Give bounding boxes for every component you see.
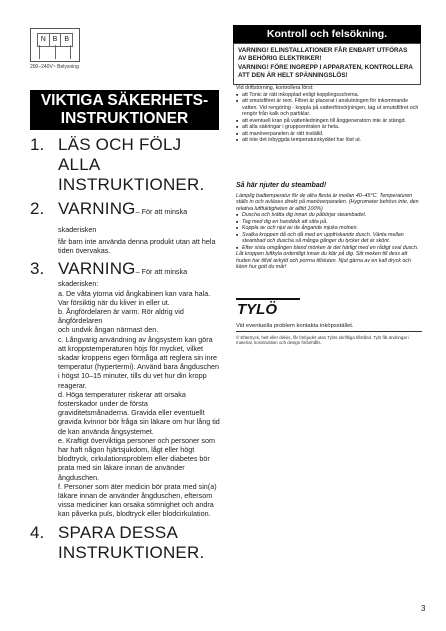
terminal-b1: B bbox=[50, 34, 62, 46]
steam-tip: ■ Koppla av och njut av de ångande mjuka molnen. bbox=[236, 225, 422, 232]
tylo-logo bbox=[236, 297, 300, 322]
warning-box bbox=[233, 43, 421, 85]
steam-intro: Lämplig badtemperatur för de allra flesta är mellan 40–45°C. Temperaturen ställs in och avläses direkt på manöverpanelen. (Hygrometer behövs inte, den relativa luftfuktigheten är alltid 100%) bbox=[236, 192, 419, 212]
warning-electrician: VARNING! ELINSTALLATIONER FÅR ENBART UTFÖRAS AV BEHÖRIG ELEKTRIKER! bbox=[238, 47, 408, 62]
svg-text:TYLÖ: TYLÖ bbox=[237, 301, 277, 317]
warning-voltage: VARNING! FÖRE INGREPP I APPARATEN, KONTROLLERA ATT DEN ÄR HELT SPÄNNINGSLÖS! bbox=[238, 64, 413, 79]
check-item: ■ att Tonic är rätt inkopplad enligt kopplingsschema. bbox=[236, 92, 422, 99]
wiring-caption: 200–240V~ Belysning bbox=[30, 64, 79, 70]
instruction-1: 1. LÄS OCH FÖLJ ALLA INSTRUKTIONER. bbox=[30, 135, 205, 194]
steam-tip: ■ Svalka kroppen då och då med en uppfriskande dusch. Vänta mellan steambad och duscha så många gånger du tycker det är skönt. bbox=[236, 232, 422, 245]
checks-intro: Vid driftstörning, kontrollera först: bbox=[236, 85, 314, 91]
wiring-diagram bbox=[30, 28, 80, 70]
steam-outro: Låt kroppen luftkyla ordentligt innan du klär på dig. Sitt meken till dess att huden har tillvit avkyld och porrna tillsluten. Njut gärna av en kall dryck och känn hur gott du mår! bbox=[236, 251, 411, 270]
page-number: 3 bbox=[421, 604, 426, 613]
check-item: ■ att eventuell kran på vattenledningen till ånggeneratorn inte är stängd. bbox=[236, 118, 422, 125]
steam-tip: ■ Duscha och tvätta dig innan du påbörjar steambadet. bbox=[236, 212, 422, 219]
tylo-logo-graphic bbox=[236, 297, 300, 317]
instruction-3: 3. VARNING– För att minska skaderisken: a. De våta ytorna vid ångkabinen kan vara hala. Var försiktig när du kliver in eller ut. b. Ångfördelaren är varm. Rör aldrig vid ångfördelaren och undvik ångan närmast den. c. Långvarig användning av ångsystem kan göra att kroppstemperaturen höjs för mycket, vilket skadar kroppens egen förmåga att reglera sin inre temperatur (hypertermi). Använd bara ångduschen i högst 10–15 minuter, tills du vet hur din kropp reagerar. d. Höga temperaturer riskerar att orsaka fosterskador under de första graviditetsmånaderna. Gravida eller eventuellt gravida kvinnor bör fråga sin läkare om hur lång tid de kan använda ångsystemet. e. Kraftigt överviktiga personer och personer som har haft någon hjärtsjukdom, lågt eller högt blodtryck, cirkulationsproblem eller diabetes bör prata med sin läkare innan de använder ångduschen. f. Personer som äter medicin bör prata med sin(a) läkare innan de använder ångduschen, eftersom vissa mediciner kan orsaka sömnighet och andra kan påverka puls, blodtryck eller blodcirkulation. bbox=[30, 259, 220, 519]
fault-checklist bbox=[236, 85, 422, 144]
terminal-b2: B bbox=[64, 36, 70, 43]
check-item: ■ att alla säkringar i gruppcentralen är hela. bbox=[236, 124, 422, 131]
copyright-footer: © Eftertryck, helt eller delvis, får förbjudet utan Tylös skriftliga tillstånd. Tylö fåt ändringar i material, konstruktion och design förbehålls. bbox=[236, 335, 410, 346]
check-item: ■ att inte det inbyggda temperaturskyddet har löst ut. bbox=[236, 137, 422, 144]
safety-heading: VIKTIGA SÄKERHETS- INSTRUKTIONER bbox=[30, 90, 219, 130]
instruction-4: 4. SPARA DESSA INSTRUKTIONER. bbox=[30, 522, 205, 562]
instruction-2: 2. VARNING– För att minska skaderisken får barn inte använda denna produkt utan att hela tiden övervakas. bbox=[30, 199, 216, 256]
check-item: ■ att smutsfiltret är rent. Filtret är placerat i anslutningen för inkommande vatten. Vid rengöring - koppla på vattenförsörjningen, tag ut smutsfiltret och rengör från kalk och partiklar. bbox=[236, 98, 422, 118]
check-item: ■ att manöverpanelen är rätt inställd. bbox=[236, 131, 422, 138]
safety-instructions bbox=[30, 135, 220, 563]
steam-title: Så här njuter du steambad! bbox=[236, 182, 327, 189]
steam-tip: ■ Efter sista omgången bland mörken är det härligt med en rådigt sval dusch. bbox=[236, 245, 422, 252]
contact-note: Vid eventuella problem kontakta inköpsstället. bbox=[236, 323, 422, 332]
steam-tip: ■ Tag med dig en handduk att sitta på. bbox=[236, 219, 422, 226]
steam-bath-section bbox=[236, 183, 422, 271]
terminal-n: N bbox=[38, 34, 50, 46]
troubleshooting-heading: Kontroll och felsökning. bbox=[233, 25, 421, 43]
